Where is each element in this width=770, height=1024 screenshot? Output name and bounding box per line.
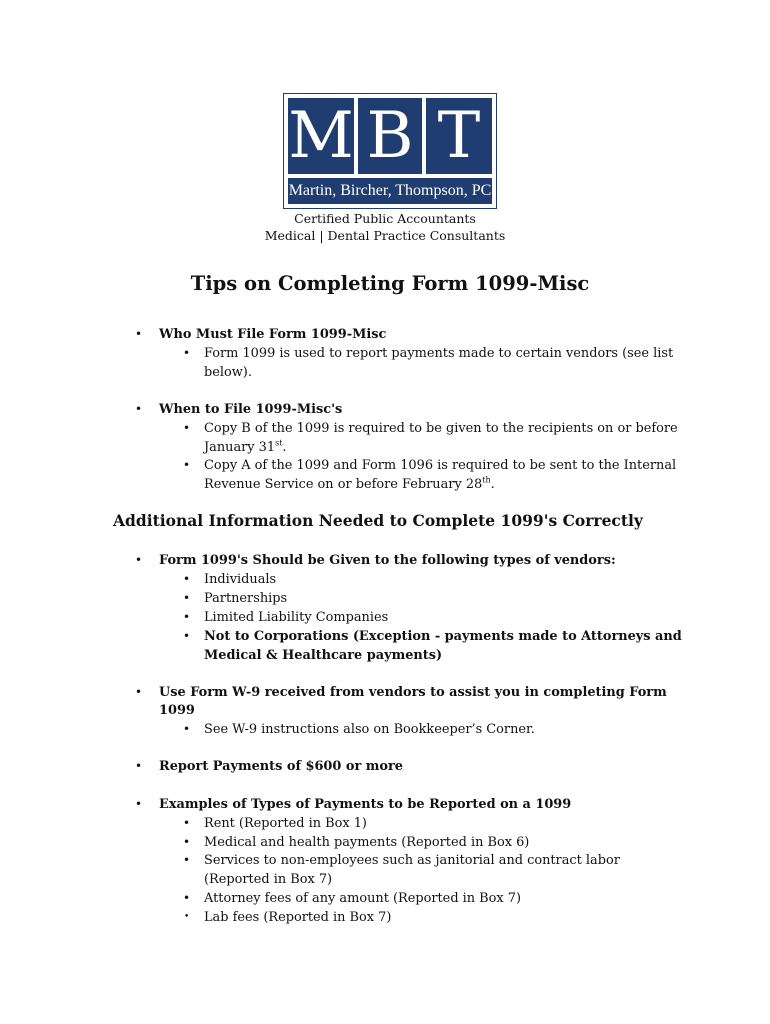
example-services-line1: Services to non-employees such as janitorial and contract labor xyxy=(204,853,620,868)
bullet: • xyxy=(184,912,190,922)
example-services-line2: (Reported in Box 7) xyxy=(204,872,333,887)
bullet: • xyxy=(183,722,191,736)
bullet: • xyxy=(183,629,191,643)
vendor-type-partnerships: Partnerships xyxy=(204,591,288,606)
bullet: • xyxy=(135,402,143,416)
vendor-exception-line2: Medical & Healthcare payments) xyxy=(204,648,443,663)
tagline-consultants: Medical | Dental Practice Consultants xyxy=(264,228,506,243)
bullet: • xyxy=(183,346,191,360)
copy-b-line2: January 31st. xyxy=(204,438,287,455)
page-title: Tips on Completing Form 1099-Misc xyxy=(190,272,590,295)
vendor-types-heading: Form 1099's Should be Given to the following types of vendors: xyxy=(159,553,616,568)
who-must-file-item-line1: Form 1099 is used to report payments made to certain vendors (see list xyxy=(204,346,674,361)
bullet: • xyxy=(183,891,191,905)
logo-letter-b: B xyxy=(358,98,422,174)
bullet: • xyxy=(183,421,191,435)
bullet: • xyxy=(183,835,191,849)
w9-item: See W-9 instructions also on Bookkeeper’s Corner. xyxy=(204,722,535,737)
example-rent: Rent (Reported in Box 1) xyxy=(204,816,367,831)
copy-a-line1: Copy A of the 1099 and Form 1096 is required to be sent to the Internal xyxy=(204,458,677,473)
tagline-cpa: Certified Public Accountants xyxy=(294,211,476,226)
bullet: • xyxy=(183,610,191,624)
examples-heading: Examples of Types of Payments to be Reported on a 1099 xyxy=(159,797,572,812)
vendor-exception-line1: Not to Corporations (Exception - payments made to Attorneys and xyxy=(204,629,682,644)
when-to-file-heading: When to File 1099-Misc's xyxy=(159,402,343,417)
who-must-file-heading: Who Must File Form 1099-Misc xyxy=(159,327,387,342)
logo-letter-t: T xyxy=(426,98,492,174)
bullet: • xyxy=(183,591,191,605)
w9-heading-line2: 1099 xyxy=(159,703,195,718)
bullet: • xyxy=(135,327,143,341)
bullet: • xyxy=(135,759,143,773)
bullet: • xyxy=(183,458,191,472)
bullet: • xyxy=(135,797,143,811)
firm-logo xyxy=(283,93,497,209)
section-heading: Additional Information Needed to Complete 1099's Correctly xyxy=(113,511,643,530)
copy-b-line1: Copy B of the 1099 is required to be given to the recipients on or before xyxy=(204,421,678,436)
example-attorney: Attorney fees of any amount (Reported in Box 7) xyxy=(204,891,522,906)
vendor-type-llc: Limited Liability Companies xyxy=(204,610,389,625)
example-medical: Medical and health payments (Reported in Box 6) xyxy=(204,835,530,850)
example-lab: Lab fees (Reported in Box 7) xyxy=(204,910,392,925)
bullet: • xyxy=(183,853,191,867)
bullet: • xyxy=(183,816,191,830)
logo-firm-name: Martin, Bircher, Thompson, PC xyxy=(288,178,492,204)
who-must-file-item-line2: below). xyxy=(204,365,252,380)
bullet: • xyxy=(183,572,191,586)
vendor-type-individuals: Individuals xyxy=(204,572,277,587)
copy-a-line2: Revenue Service on or before February 28th. xyxy=(204,475,495,492)
report-heading: Report Payments of $600 or more xyxy=(159,759,403,774)
bullet: • xyxy=(135,553,143,567)
bullet: • xyxy=(135,685,143,699)
w9-heading-line1: Use Form W-9 received from vendors to assist you in completing Form xyxy=(159,685,667,700)
logo-letter-m: M xyxy=(288,99,354,173)
